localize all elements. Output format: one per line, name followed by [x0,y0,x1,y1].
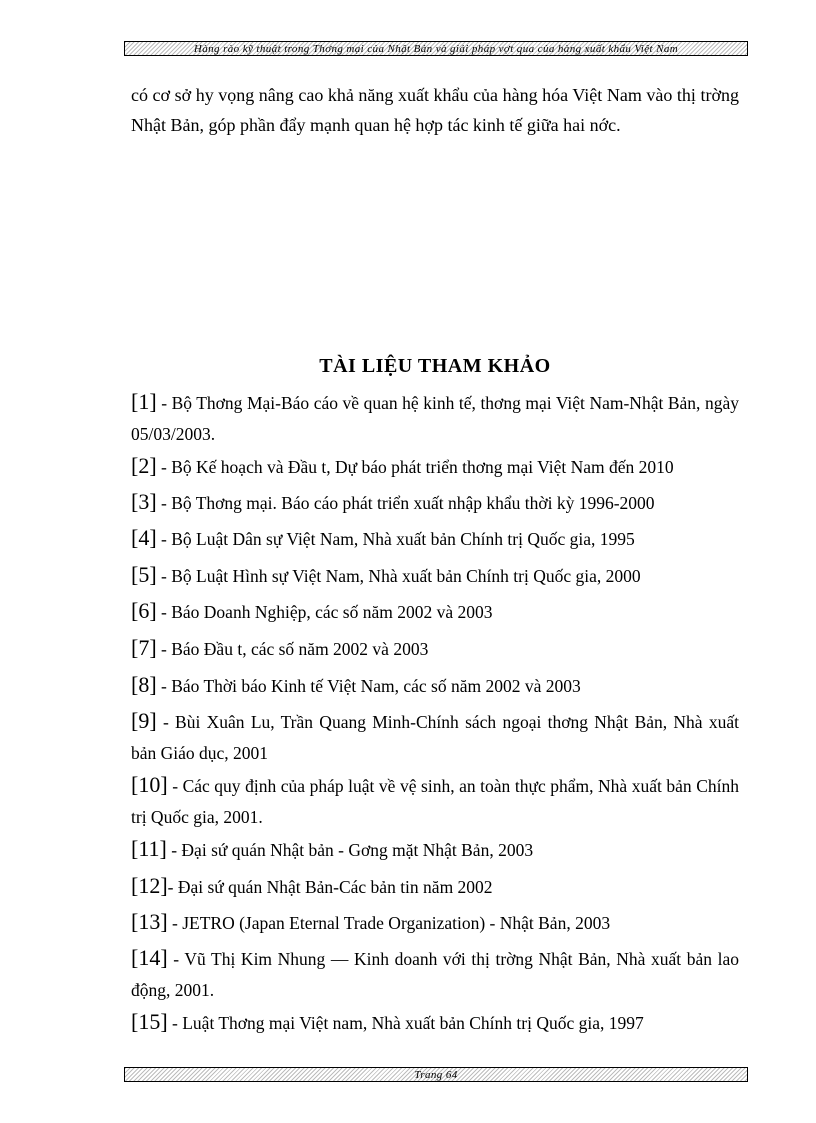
reference-item [131,833,739,866]
reference-item [131,559,739,592]
reference-item [131,522,739,555]
running-header-text: Hàng rào kỹ thuật trong Thơng mại của Nhật Bản và giải pháp vợt qua của hàng xuất khẩu Việt Nam [193,42,679,55]
reference-number: [14] [131,945,168,970]
reference-item [131,769,739,833]
reference-number: [2] [131,453,157,478]
reference-number: [7] [131,635,157,660]
reference-text: - Đại sứ quán Nhật Bản-Các bản tin năm 2002 [167,877,493,897]
reference-number: [9] [131,708,157,733]
reference-number: [5] [131,562,157,587]
reference-text: - Báo Doanh Nghiệp, các số năm 2002 và 2003 [156,602,493,622]
reference-number: [10] [131,772,168,797]
reference-item [131,705,739,769]
reference-item [131,1006,739,1039]
reference-number: [3] [131,489,157,514]
reference-text: - Báo Đầu t, các số năm 2002 và 2003 [156,639,429,659]
page-footer [124,1067,748,1082]
reference-text: - Bộ Thơng Mại-Báo cáo về quan hệ kinh tế, thơng mại Việt Nam-Nhật Bản, ngày 05/03/2003. [131,393,739,444]
reference-item [131,669,739,702]
reference-text: - Các quy định của pháp luật về vệ sinh, an toàn thực phẩm, Nhà xuất bản Chính trị Quốc gia, 2001. [131,776,739,827]
reference-item [131,595,739,628]
reference-text: - Bộ Thơng mại. Báo cáo phát triển xuất nhập khẩu thời kỳ 1996-2000 [156,493,655,513]
reference-text: - Bộ Luật Hình sự Việt Nam, Nhà xuất bản Chính trị Quốc gia, 2000 [156,566,641,586]
reference-text: - Báo Thời báo Kinh tế Việt Nam, các số năm 2002 và 2003 [156,676,581,696]
reference-number: [6] [131,598,157,623]
reference-text: - Bộ Kế hoạch và Đầu t, Dự báo phát triển thơng mại Việt Nam đến 2010 [156,457,674,477]
reference-item [131,906,739,939]
reference-item [131,486,739,519]
reference-number: [4] [131,525,157,550]
reference-text: - Luật Thơng mại Việt nam, Nhà xuất bản Chính trị Quốc gia, 1997 [167,1013,644,1033]
intro-paragraph: có cơ sở hy vọng nâng cao khả năng xuất khẩu của hàng hóa Việt Nam vào thị trờng Nhật Bản, góp phần đẩy mạnh quan hệ hợp tác kinh tế giữa hai nớc. [131,85,739,135]
page-number: Trang 64 [414,1068,458,1081]
reference-item [131,870,739,903]
reference-number: [15] [131,1009,168,1034]
reference-item [131,942,739,1006]
reference-text: - Bộ Luật Dân sự Việt Nam, Nhà xuất bản Chính trị Quốc gia, 1995 [156,529,635,549]
reference-number: [8] [131,672,157,697]
reference-item [131,450,739,483]
reference-number: [11] [131,836,167,861]
reference-text: - JETRO (Japan Eternal Trade Organization) - Nhật Bản, 2003 [167,913,611,933]
running-header [124,41,748,56]
reference-number: [12] [131,873,168,898]
reference-text: - Vũ Thị Kim Nhung — Kinh doanh với thị trờng Nhật Bản, Nhà xuất bản lao động, 2001. [131,949,739,1000]
reference-text: - Bùi Xuân Lu, Trần Quang Minh-Chính sách ngoại thơng Nhật Bản, Nhà xuất bản Giáo dục, 2001 [131,712,739,763]
reference-item [131,386,739,450]
reference-number: [13] [131,909,168,934]
reference-number: [1] [131,389,157,414]
references-title: TÀI LIỆU THAM KHẢO [319,355,551,377]
reference-text: - Đại sứ quán Nhật bản - Gơng mặt Nhật Bản, 2003 [166,840,534,860]
reference-item [131,632,739,665]
